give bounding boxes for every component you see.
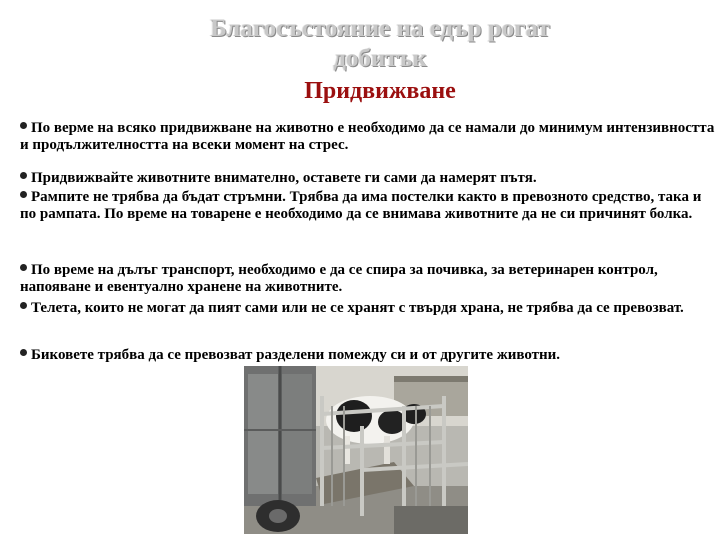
bullet-icon xyxy=(20,349,27,356)
bullet-icon xyxy=(20,172,27,179)
title-block xyxy=(0,14,720,105)
bullet-text: Рампите не трябва да бъдат стръмни. Трябва да има постелки както в превозното средство, така и по рампата. По време на товарене е необходимо да се внимава животните да не си причинят болка. xyxy=(20,189,702,222)
bullet-paragraph-5 xyxy=(20,300,720,317)
bullet-paragraph-3 xyxy=(20,189,720,223)
bullet-paragraph-4 xyxy=(20,262,720,296)
cattle-trailer-photo xyxy=(244,366,468,534)
bullet-icon xyxy=(20,122,27,129)
bullet-paragraph-6 xyxy=(20,347,720,364)
page-title-line-1: Благосъстояние на едър рогат xyxy=(210,15,550,42)
bullet-icon xyxy=(20,264,27,271)
bullet-text: Телета, които не могат да пият сами или не се хранят с твърдя храна, не трябва да се превозват. xyxy=(31,300,684,316)
bullet-paragraph-1 xyxy=(20,120,720,154)
page-subtitle: Придвижване xyxy=(304,78,456,104)
bullet-icon xyxy=(20,191,27,198)
page-title-line-2: добитък xyxy=(333,45,427,72)
photo-illustration xyxy=(244,366,468,534)
bullet-icon xyxy=(20,302,27,309)
bullet-text: Придвижвайте животните внимателно, оставете ги сами да намерят пътя. xyxy=(31,170,537,186)
bullet-text: По време на дълъг транспорт, необходимо е да се спира за почивка, за ветеринарен контрол, напояване и евентуално хранене на животните. xyxy=(20,262,658,295)
bullet-text: По верме на всяко придвижване на животно е необходимо да се намали до минимум интензивността и продължителността на всеки момент на стрес. xyxy=(20,120,715,153)
bullet-text: Биковете трябва да се превозват разделени помежду си и от другите животни. xyxy=(31,347,561,363)
bullet-paragraph-2 xyxy=(20,170,720,187)
